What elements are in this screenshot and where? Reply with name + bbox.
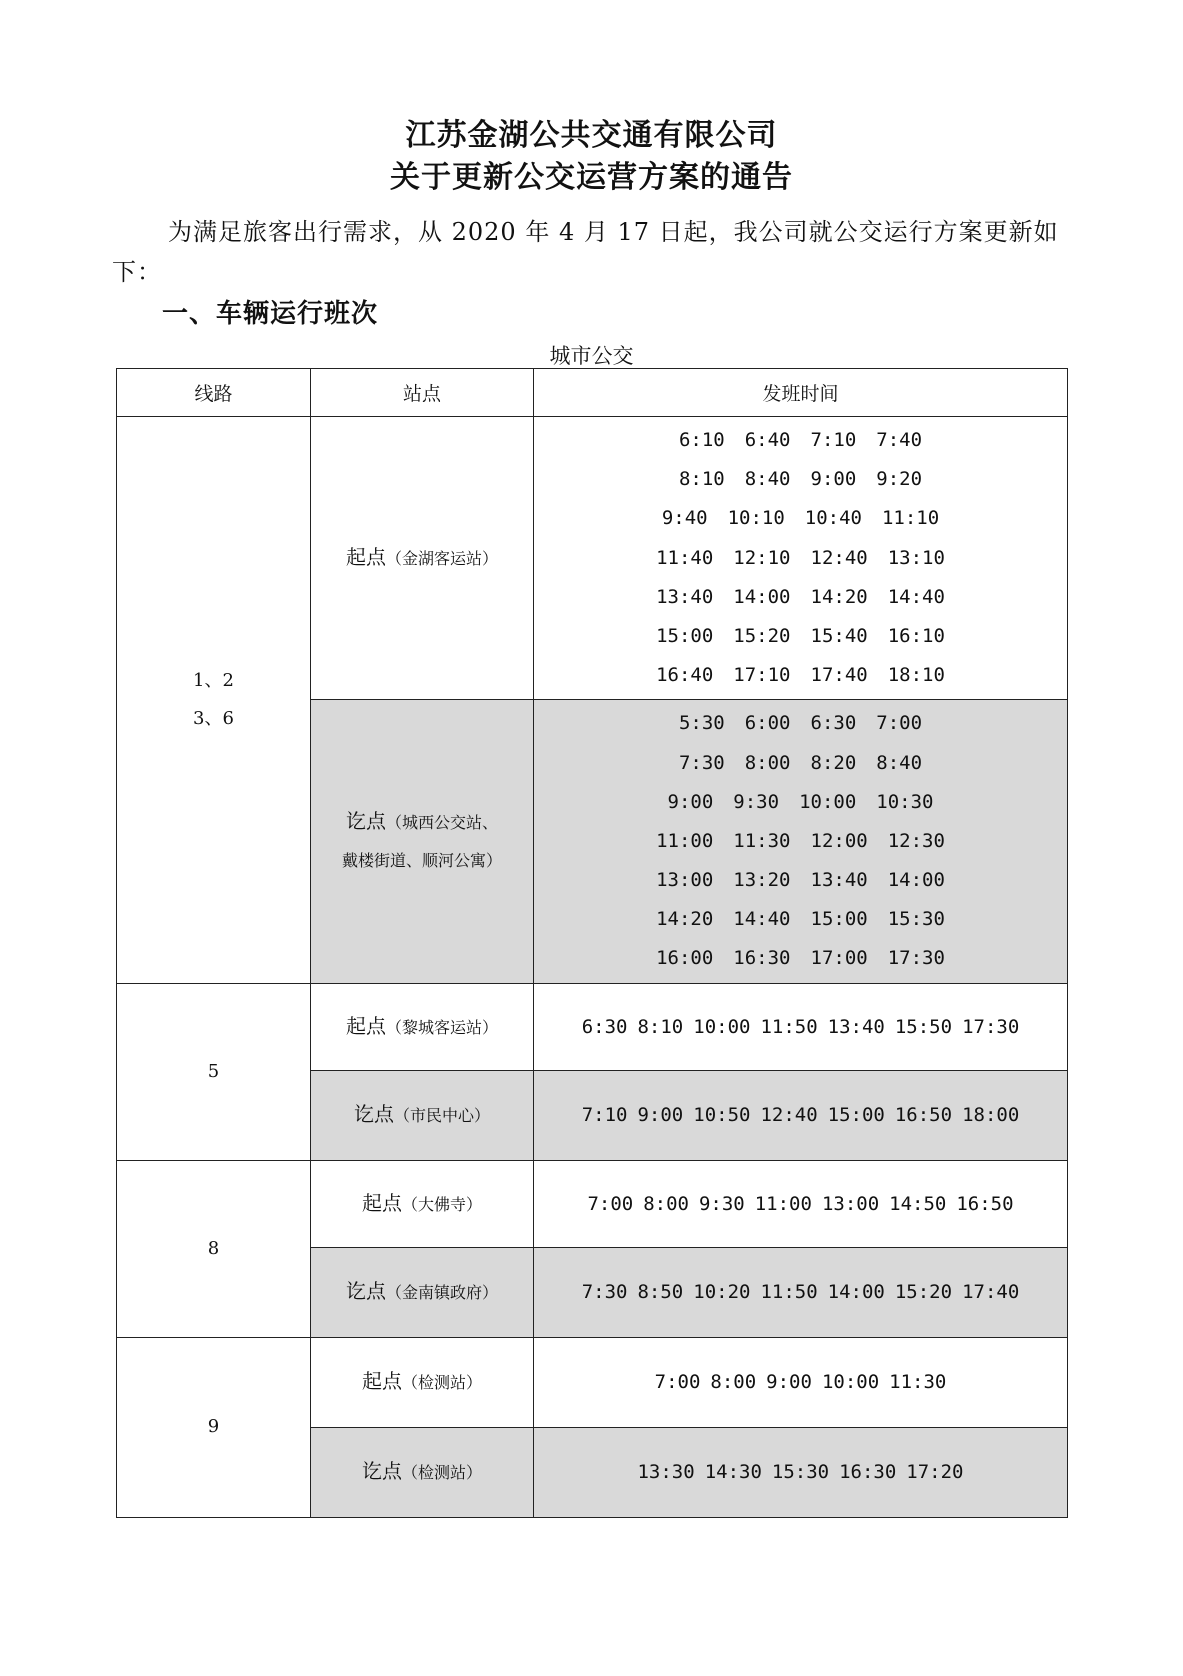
departure-time: 16:50 xyxy=(956,1192,1014,1215)
departure-time: 12:40 xyxy=(760,1104,818,1127)
departure-time: 11:30 xyxy=(889,1371,947,1394)
stop-cell xyxy=(311,700,534,983)
departure-time: 15:00 xyxy=(827,1104,885,1127)
departure-time: 9:00 xyxy=(766,1371,812,1394)
departure-time: 10:00 xyxy=(821,1371,880,1394)
departure-time: 17:40 xyxy=(962,1281,1020,1304)
departure-time: 11:50 xyxy=(760,1015,818,1038)
time-row xyxy=(534,822,1067,861)
departure-time: 14:00 xyxy=(827,1281,885,1304)
departure-time: 17:40 xyxy=(810,664,868,687)
departure-time: 14:40 xyxy=(733,908,791,931)
departure-time: 15:00 xyxy=(810,908,868,931)
stop-type: 起点 xyxy=(361,1369,402,1394)
departure-time: 16:40 xyxy=(656,664,714,687)
header-stop: 站点 xyxy=(311,369,534,417)
departure-time: 7:10 xyxy=(581,1104,628,1127)
stop-place: （检测站） xyxy=(401,1373,482,1393)
time-line xyxy=(534,1371,1067,1393)
departure-time: 7:00 xyxy=(876,712,923,735)
departure-time: 15:30 xyxy=(771,1461,830,1484)
departure-time: 17:10 xyxy=(733,664,791,687)
stop-place: （金湖客运站） xyxy=(385,549,498,569)
departure-time: 14:20 xyxy=(656,908,714,931)
stop-cell xyxy=(311,417,534,700)
departure-time: 10:30 xyxy=(876,790,934,813)
times-cell xyxy=(534,1247,1068,1337)
stop-place: 戴楼街道、顺河公寓） xyxy=(341,851,502,871)
stop-type: 讫点 xyxy=(345,809,386,834)
route-label: 1、2 xyxy=(193,669,234,691)
departure-time: 8:00 xyxy=(710,1371,757,1394)
departure-time: 13:10 xyxy=(887,546,945,569)
departure-time: 10:00 xyxy=(799,790,857,813)
route-cell xyxy=(117,417,311,984)
departure-time: 13:40 xyxy=(827,1015,885,1038)
departure-time: 15:20 xyxy=(894,1281,953,1304)
time-row xyxy=(534,861,1067,900)
notice-company-title: 江苏金湖公共交通有限公司 xyxy=(405,118,778,153)
departure-time: 8:00 xyxy=(744,751,791,774)
times-cell xyxy=(534,1070,1068,1160)
departure-time: 9:20 xyxy=(876,468,923,491)
departure-time: 15:00 xyxy=(656,624,714,647)
time-row xyxy=(534,460,1067,499)
route-label: 5 xyxy=(207,1060,220,1082)
header-times: 发班时间 xyxy=(534,369,1068,417)
departure-time: 10:40 xyxy=(804,507,862,530)
departure-time: 16:10 xyxy=(887,624,945,647)
stop-type: 起点 xyxy=(345,1013,386,1038)
departure-time: 11:30 xyxy=(733,829,791,852)
departure-time: 13:00 xyxy=(656,869,714,892)
departure-time: 7:00 xyxy=(587,1192,634,1215)
time-row xyxy=(534,421,1067,460)
departure-time: 8:10 xyxy=(637,1015,684,1038)
stop-cell xyxy=(311,1070,534,1160)
times-cell xyxy=(534,1427,1068,1517)
departure-time: 15:40 xyxy=(810,624,868,647)
stop-type: 起点 xyxy=(361,1190,402,1215)
times-cell xyxy=(534,417,1068,700)
stop-cell xyxy=(311,983,534,1070)
departure-time: 12:40 xyxy=(810,546,868,569)
times-cell xyxy=(534,983,1068,1070)
stop-type: 讫点 xyxy=(353,1102,394,1127)
time-row xyxy=(534,744,1067,783)
stop-cell xyxy=(311,1337,534,1427)
departure-time: 9:00 xyxy=(637,1104,684,1127)
stop-type: 讫点 xyxy=(345,1279,386,1304)
time-row xyxy=(534,499,1067,538)
stop-cell xyxy=(311,1427,534,1517)
time-row xyxy=(534,539,1067,578)
table-row xyxy=(117,983,1068,1070)
time-row xyxy=(534,939,1067,978)
departure-time: 8:40 xyxy=(876,751,923,774)
departure-time: 9:30 xyxy=(698,1192,745,1215)
departure-time: 8:00 xyxy=(643,1192,689,1215)
stop-cell xyxy=(311,1160,534,1247)
departure-time: 6:30 xyxy=(810,712,857,735)
table-caption: 城市公交 xyxy=(549,344,634,368)
departure-time: 17:30 xyxy=(887,947,945,970)
departure-time: 9:40 xyxy=(661,507,708,530)
departure-time: 13:40 xyxy=(810,869,868,892)
time-line xyxy=(534,1281,1067,1303)
departure-time: 15:20 xyxy=(733,624,791,647)
departure-time: 12:30 xyxy=(887,829,945,852)
departure-time: 10:50 xyxy=(693,1104,751,1127)
time-row xyxy=(534,783,1067,822)
time-row xyxy=(534,656,1067,695)
departure-time: 11:10 xyxy=(881,507,940,530)
time-row xyxy=(534,617,1067,656)
departure-time: 6:40 xyxy=(744,429,791,451)
stop-place: （城西公交站、 xyxy=(385,813,498,833)
time-row xyxy=(534,900,1067,939)
departure-time: 6:30 xyxy=(581,1015,628,1038)
departure-time: 8:40 xyxy=(744,468,791,491)
route-label: 9 xyxy=(207,1416,220,1438)
table-row xyxy=(117,417,1068,700)
departure-time: 14:50 xyxy=(889,1192,947,1215)
time-line xyxy=(534,1193,1067,1215)
departure-time: 6:00 xyxy=(744,712,791,735)
route-cell xyxy=(117,983,311,1160)
times-cell xyxy=(534,1337,1068,1427)
times-cell xyxy=(534,1160,1068,1247)
departure-time: 9:00 xyxy=(667,790,714,813)
departure-time: 10:10 xyxy=(727,507,785,530)
departure-time: 15:30 xyxy=(887,908,945,931)
departure-time: 15:50 xyxy=(894,1015,953,1038)
departure-time: 17:00 xyxy=(810,947,868,970)
table-header-row xyxy=(117,369,1068,417)
departure-time: 6:10 xyxy=(678,429,725,451)
stop-type: 起点 xyxy=(345,545,386,570)
departure-time: 7:10 xyxy=(810,429,857,451)
stop-cell xyxy=(311,1247,534,1337)
departure-time: 17:30 xyxy=(962,1015,1020,1038)
departure-time: 14:00 xyxy=(733,585,791,608)
stop-place: （金南镇政府） xyxy=(385,1283,498,1303)
times-cell xyxy=(534,700,1068,983)
departure-time: 12:10 xyxy=(733,546,791,569)
intro-paragraph: 为满足旅客出行需求，从 2020 年 4 月 17 日起，我公司就公交运行方案更新如下： xyxy=(112,218,1059,286)
departure-time: 12:00 xyxy=(810,829,868,852)
departure-time: 11:40 xyxy=(656,546,714,569)
departure-time: 17:20 xyxy=(906,1461,964,1484)
departure-time: 13:40 xyxy=(656,585,714,608)
departure-time: 16:30 xyxy=(839,1461,897,1484)
time-row xyxy=(534,578,1067,617)
stop-type: 讫点 xyxy=(361,1459,402,1484)
departure-time: 14:40 xyxy=(887,585,945,608)
departure-time: 18:00 xyxy=(962,1104,1020,1127)
table-row xyxy=(117,1160,1068,1247)
departure-time: 16:50 xyxy=(894,1104,953,1127)
departure-time: 13:00 xyxy=(821,1192,880,1215)
departure-time: 11:50 xyxy=(760,1281,818,1304)
departure-time: 14:30 xyxy=(704,1461,762,1484)
departure-time: 5:30 xyxy=(678,712,725,735)
departure-time: 16:30 xyxy=(733,947,791,970)
departure-time: 8:10 xyxy=(678,468,725,491)
header-route: 线路 xyxy=(117,369,311,417)
departure-time: 8:50 xyxy=(637,1281,684,1304)
departure-time: 16:00 xyxy=(656,947,714,970)
departure-time: 7:30 xyxy=(581,1281,628,1304)
table-row xyxy=(117,1337,1068,1427)
departure-time: 7:00 xyxy=(654,1371,701,1394)
departure-time: 14:00 xyxy=(887,869,945,892)
time-line xyxy=(534,1461,1067,1483)
departure-time: 9:30 xyxy=(733,790,780,813)
stop-place: （市民中心） xyxy=(393,1106,490,1126)
departure-time: 7:40 xyxy=(876,429,923,451)
departure-time: 10:00 xyxy=(693,1015,751,1038)
departure-time: 10:20 xyxy=(693,1281,751,1304)
route-label: 3、6 xyxy=(193,707,234,729)
time-line xyxy=(534,1104,1067,1126)
departure-time: 8:20 xyxy=(810,751,857,774)
departure-time: 18:10 xyxy=(887,664,945,687)
time-row xyxy=(534,704,1067,743)
route-cell xyxy=(117,1160,311,1337)
notice-subject-title: 关于更新公交运营方案的通告 xyxy=(390,160,793,195)
stop-place: （黎城客运站） xyxy=(385,1017,498,1037)
departure-time: 9:00 xyxy=(810,468,857,491)
route-label: 8 xyxy=(207,1237,220,1259)
departure-time: 7:30 xyxy=(678,751,725,774)
departure-time: 14:20 xyxy=(810,585,868,608)
schedule-table xyxy=(116,368,1068,1518)
section-heading: 一、车辆运行班次 xyxy=(162,299,379,329)
departure-time: 13:20 xyxy=(733,869,791,892)
departure-time: 11:00 xyxy=(656,829,714,852)
departure-time: 13:30 xyxy=(637,1461,695,1484)
departure-time: 11:00 xyxy=(754,1192,812,1215)
stop-place: （检测站） xyxy=(401,1463,482,1483)
route-cell xyxy=(117,1337,311,1517)
time-line xyxy=(534,1016,1067,1038)
stop-place: （大佛寺） xyxy=(401,1194,482,1214)
